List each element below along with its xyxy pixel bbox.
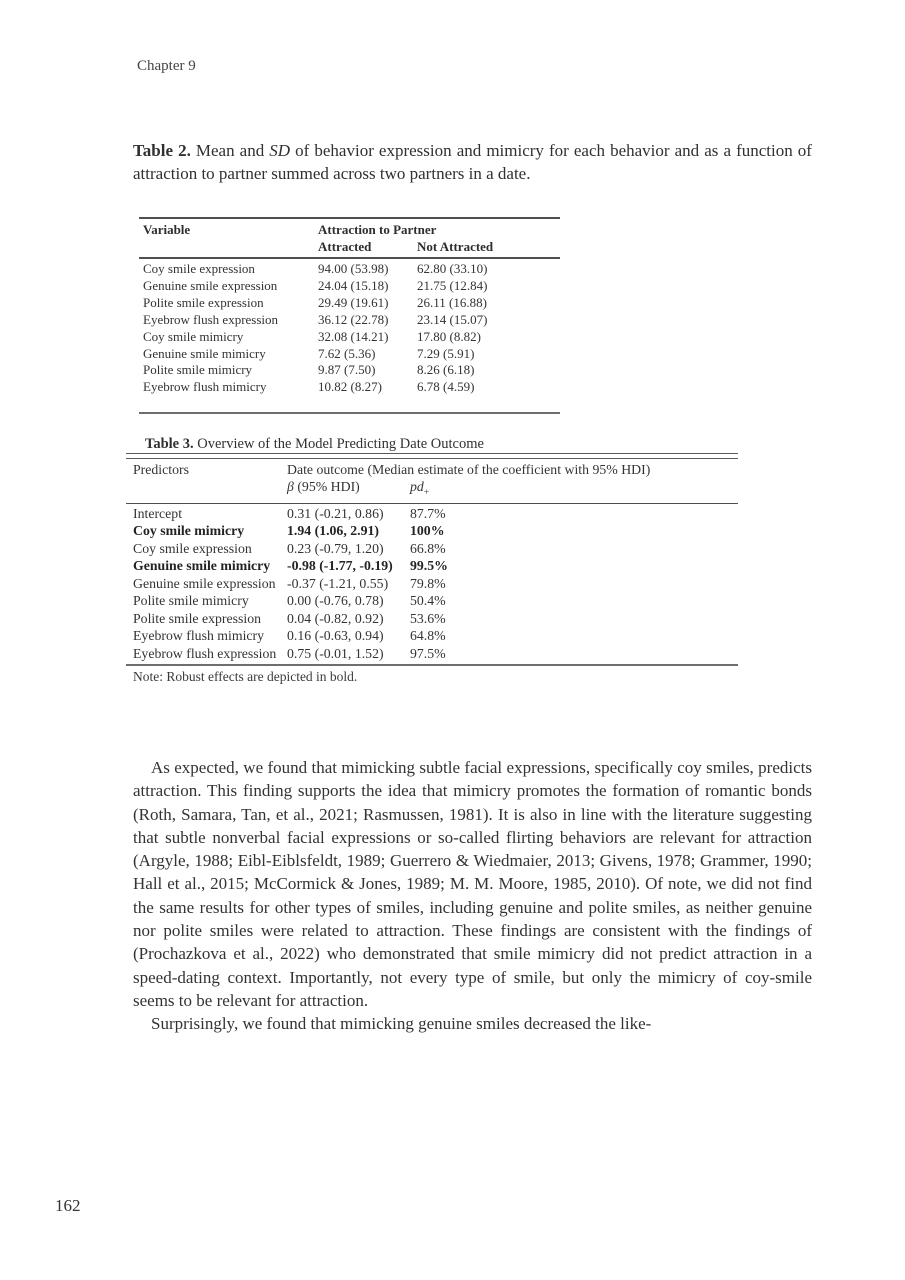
table-cell: 62.80 (33.10) (417, 261, 488, 276)
paragraph: Surprisingly, we found that mimicking genuine smiles decreased the like- (151, 1014, 652, 1034)
pd-subscript: + (423, 486, 430, 498)
table-cell: Genuine smile mimicry (133, 558, 271, 574)
column-group-header: Attraction to Partner (318, 222, 437, 237)
table3-bottom-rule (126, 664, 738, 666)
pd-symbol: pd (410, 478, 424, 494)
table-cell: 26.11 (16.88) (417, 294, 487, 310)
table2-caption-label: Table 2. (133, 141, 191, 160)
column-header-spacer (126, 479, 287, 501)
column-group-header: Date outcome (Median estimate of the coefficient with 95% HDI) (287, 462, 651, 477)
table-cell: 94.00 (53.98) (318, 261, 389, 276)
table2-caption-italic: SD (269, 141, 291, 160)
table-cell: Eyebrow flush mimicry (143, 379, 267, 395)
table-cell: 17.80 (8.82) (417, 328, 481, 344)
table-cell: 32.08 (14.21) (318, 328, 389, 344)
table2-caption (133, 140, 812, 185)
table-cell: Genuine smile expression (133, 575, 276, 591)
column-header: Variable (143, 222, 191, 237)
table2-header (139, 219, 560, 257)
column-header-beta (287, 479, 410, 501)
table-cell: 21.75 (12.84) (417, 277, 488, 293)
column-header: Not Attracted (417, 238, 494, 254)
table-cell: Intercept (133, 505, 183, 521)
table2-caption-text: of behavior expression and mimicry for each behavior and as a function of attraction to partner summed across two partners in a date. (133, 141, 812, 183)
table2-body (139, 259, 560, 396)
table2 (139, 217, 560, 414)
table2-gap (139, 396, 560, 412)
table-cell: 9.87 (7.50) (318, 362, 376, 378)
table-cell: Genuine smile expression (143, 277, 278, 293)
table-cell: Coy smile expression (143, 261, 255, 276)
table-cell: Polite smile expression (133, 610, 261, 626)
table-cell: 0.04 (-0.82, 0.92) (287, 610, 384, 626)
table-cell: 66.8% (410, 540, 446, 556)
table-cell: -0.37 (-1.21, 0.55) (287, 575, 389, 591)
column-header-pd (410, 479, 738, 501)
table3-body (126, 504, 738, 665)
beta-symbol: β (287, 478, 294, 494)
table-cell: 7.62 (5.36) (318, 345, 376, 361)
table-cell: Eyebrow flush expression (143, 311, 279, 327)
page-number: 162 (55, 1196, 81, 1215)
table-cell: 99.5% (410, 558, 448, 574)
table-cell: 97.5% (410, 645, 446, 661)
table3 (126, 453, 738, 685)
table-cell: 0.23 (-0.79, 1.20) (287, 540, 384, 556)
table-cell: 23.14 (15.07) (417, 311, 488, 327)
table-cell: 36.12 (22.78) (318, 311, 389, 327)
beta-label: (95% HDI) (293, 478, 360, 494)
table-cell: Polite smile expression (143, 294, 264, 310)
table-cell: 0.16 (-0.63, 0.94) (287, 628, 384, 644)
table-cell: 29.49 (19.61) (318, 294, 389, 310)
column-header: Predictors (133, 462, 189, 477)
table3-caption (145, 436, 484, 453)
table-cell: Coy smile expression (133, 540, 252, 556)
body-text (133, 756, 812, 1036)
table-cell: Polite smile mimicry (133, 593, 249, 609)
table-cell: -0.98 (-1.77, -0.19) (287, 558, 393, 574)
table-cell: 10.82 (8.27) (318, 379, 382, 395)
table-cell: Coy smile mimicry (143, 328, 244, 344)
column-header: Attracted (318, 238, 372, 254)
table-cell: 6.78 (4.59) (417, 379, 475, 395)
table2-caption-text: Mean and (190, 141, 270, 160)
table-cell: Eyebrow flush expression (133, 645, 277, 661)
running-header: Chapter 9 (137, 58, 196, 74)
table-cell: 100% (410, 523, 445, 539)
paragraph: As expected, we found that mimicking subtle facial expressions, specifically coy smiles, predicts attraction. This finding supports the idea that mimicry promotes the formation of romantic bonds (Roth, Samara, Tan, et al., 2021; Rasmussen, 1981). It is also in line with the literature suggesting that subtle nonverbal facial expressions or so-called flirting behaviors are relevant for attraction (Argyle, 1988; Eibl-Eiblsfeldt, 1989; Guerrero & Wiedmaier, 2013; Givens, 1978; Grammer, 1990; Hall et al., 2015; McCormick & Jones, 1989; M. M. Moore, 1985, 2010). Of note, we did not find the same results for other types of smiles, including genuine and polite smiles, as neither genuine nor polite smiles were related to attraction. These findings are consistent with the findings of (Prochazkova et al., 2022) who demonstrated that smile mimicry did not predict attraction in a speed-dating context. Importantly, not every type of smile, but only the mimicry of coy-smile seems to be relevant for attraction. (133, 758, 812, 1010)
table-cell: 79.8% (410, 575, 446, 591)
table3-header (126, 459, 738, 503)
table-cell: 24.04 (15.18) (318, 277, 389, 293)
table3-caption-text: Overview of the Model Predicting Date Outcome (193, 436, 484, 452)
table3-note: Note: Robust effects are depicted in bold. (133, 669, 358, 685)
table-cell: 53.6% (410, 610, 446, 626)
table-cell: 0.31 (-0.21, 0.86) (287, 505, 384, 521)
table-cell: Coy smile mimicry (133, 523, 245, 539)
table-cell: 87.7% (410, 505, 446, 521)
table-cell: 7.29 (5.91) (417, 345, 475, 361)
table-cell: Eyebrow flush mimicry (133, 628, 265, 644)
table2-bottom-rule (139, 412, 560, 414)
table-cell: 0.75 (-0.01, 1.52) (287, 645, 384, 661)
table-cell: 1.94 (1.06, 2.91) (287, 523, 379, 539)
table3-caption-label: Table 3. (145, 436, 194, 452)
table-cell: 0.00 (-0.76, 0.78) (287, 593, 384, 609)
table-cell: 8.26 (6.18) (417, 362, 475, 378)
table-cell: 64.8% (410, 628, 446, 644)
column-header-spacer (139, 239, 318, 256)
table-cell: 50.4% (410, 593, 446, 609)
table-cell: Polite smile mimicry (143, 362, 253, 378)
table-cell: Genuine smile mimicry (143, 345, 266, 361)
